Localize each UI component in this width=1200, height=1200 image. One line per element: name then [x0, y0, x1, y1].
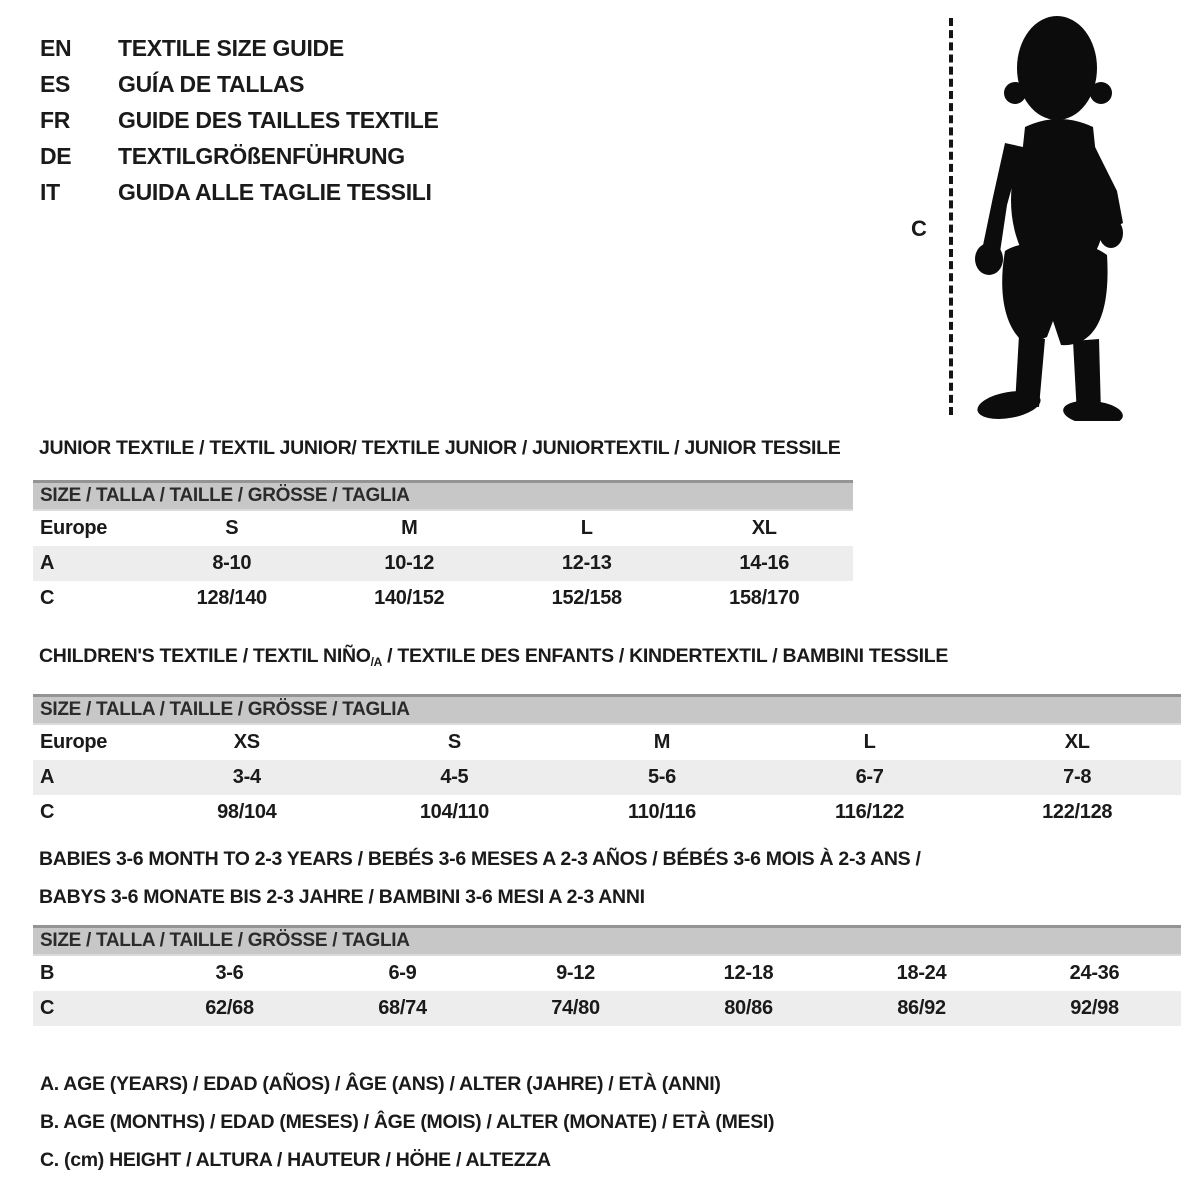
- size-cell: L: [580, 517, 593, 539]
- junior-size-header: SIZE / TALLA / TAILLE / GRÖSSE / TAGLIA: [33, 480, 853, 511]
- title-text: CHILDREN'S TEXTILE / TEXTIL NIÑO: [39, 645, 371, 667]
- row-label: Europe: [40, 731, 108, 753]
- title-subscript: /A: [370, 655, 383, 669]
- children-size-header: SIZE / TALLA / TAILLE / GRÖSSE / TAGLIA: [33, 694, 1181, 725]
- height-measure-figure: [903, 10, 1163, 424]
- row-label: A: [40, 766, 55, 788]
- children-section-title: [39, 644, 1181, 674]
- language-title: GUIDE DES TAILLES TEXTILE: [118, 107, 439, 133]
- size-cell: M: [653, 731, 671, 753]
- age-cell: 3-4: [232, 766, 261, 788]
- height-cell: 116/122: [835, 801, 905, 823]
- babies-textile-section: [33, 840, 1181, 1026]
- table-row-age-months: [33, 956, 1181, 991]
- junior-textile-section: [33, 436, 853, 616]
- size-cell: XL: [1064, 731, 1090, 753]
- age-cell: 14-16: [739, 552, 790, 574]
- size-cell: L: [863, 731, 876, 753]
- height-cell: 158/170: [729, 587, 800, 609]
- language-header: [40, 30, 439, 210]
- language-code: EN: [40, 35, 72, 61]
- row-label: C: [40, 587, 55, 609]
- language-row-en: [40, 30, 439, 66]
- row-label: B: [40, 962, 55, 984]
- height-cell: 122/128: [1042, 801, 1113, 823]
- language-title: TEXTILE SIZE GUIDE: [118, 35, 344, 61]
- size-cell: M: [401, 517, 418, 539]
- age-cell: 24-36: [1069, 962, 1120, 984]
- age-cell: 12-13: [561, 552, 612, 574]
- age-cell: 7-8: [1063, 766, 1092, 788]
- row-label: C: [40, 801, 55, 823]
- height-cell: 140/152: [374, 587, 445, 609]
- table-row-height: [33, 991, 1181, 1026]
- height-cell: 110/116: [627, 801, 696, 823]
- legend: [40, 1065, 774, 1179]
- age-cell: 6-9: [388, 962, 417, 984]
- language-row-it: [40, 174, 439, 210]
- table-row-europe: [33, 725, 1181, 760]
- language-title: GUIDA ALLE TAGLIE TESSILI: [118, 179, 432, 205]
- children-textile-section: [33, 644, 1181, 830]
- size-cell: S: [225, 517, 239, 539]
- size-cell: S: [447, 731, 461, 753]
- row-label: A: [40, 552, 55, 574]
- row-label: C: [40, 997, 55, 1019]
- language-code: DE: [40, 143, 72, 169]
- height-measure-label: C: [911, 216, 927, 241]
- age-cell: 18-24: [896, 962, 947, 984]
- height-dashed-line: [949, 18, 953, 415]
- height-cell: 68/74: [378, 997, 427, 1019]
- language-row-de: [40, 138, 439, 174]
- height-cell: 80/86: [724, 997, 773, 1019]
- legend-line-c: C. (cm) HEIGHT / ALTURA / HAUTEUR / HÖHE / ALTEZZA: [40, 1149, 551, 1171]
- row-label: Europe: [40, 517, 108, 539]
- table-row-age: [33, 546, 853, 581]
- age-cell: 4-5: [440, 766, 469, 788]
- legend-line-b: B. AGE (MONTHS) / EDAD (MESES) / ÂGE (MOIS) / ALTER (MONATE) / ETÀ (MESI): [40, 1111, 775, 1133]
- height-cell: 104/110: [419, 801, 489, 823]
- age-cell: 8-10: [212, 552, 252, 574]
- babies-size-header: SIZE / TALLA / TAILLE / GRÖSSE / TAGLIA: [33, 925, 1181, 956]
- age-cell: 10-12: [384, 552, 435, 574]
- table-row-height: [33, 795, 1181, 830]
- language-code: IT: [40, 179, 60, 205]
- age-cell: 9-12: [556, 962, 595, 984]
- age-cell: 5-6: [647, 766, 676, 788]
- title-text: / TEXTILE DES ENFANTS / KINDERTEXTIL / BAMBINI TESSILE: [382, 645, 949, 667]
- size-cell: XL: [751, 517, 777, 539]
- legend-line-a: A. AGE (YEARS) / EDAD (AÑOS) / ÂGE (ANS) / ALTER (JAHRE) / ETÀ (ANNI): [40, 1073, 721, 1095]
- toddler-silhouette-icon: [965, 15, 1143, 421]
- height-cell: 62/68: [205, 997, 254, 1019]
- height-cell: 74/80: [551, 997, 600, 1019]
- age-cell: 3-6: [215, 962, 244, 984]
- height-cell: 92/98: [1070, 997, 1119, 1019]
- height-cell: 98/104: [217, 801, 277, 823]
- language-row-fr: [40, 102, 439, 138]
- language-code: ES: [40, 71, 71, 97]
- table-row-europe: [33, 511, 853, 546]
- size-cell: XS: [233, 731, 260, 753]
- height-cell: 152/158: [551, 587, 622, 609]
- age-cell: 12-18: [723, 962, 774, 984]
- age-cell: 6-7: [855, 766, 884, 788]
- height-cell: 128/140: [196, 587, 267, 609]
- height-cell: 86/92: [897, 997, 946, 1019]
- babies-section-title-line1: BABIES 3-6 MONTH TO 2-3 YEARS / BEBÉS 3-6 MESES A 2-3 AÑOS / BÉBÉS 3-6 MOIS À 2-3 ANS /: [39, 848, 921, 870]
- language-title: TEXTILGRÖßENFÜHRUNG: [118, 143, 405, 169]
- table-row-height: [33, 581, 853, 616]
- language-code: FR: [40, 107, 71, 133]
- table-row-age: [33, 760, 1181, 795]
- babies-section-title-line2: BABYS 3-6 MONATE BIS 2-3 JAHRE / BAMBINI 3-6 MESI A 2-3 ANNI: [39, 886, 645, 908]
- language-row-es: [40, 66, 439, 102]
- language-title: GUÍA DE TALLAS: [118, 71, 305, 97]
- junior-section-title: JUNIOR TEXTILE / TEXTIL JUNIOR/ TEXTILE JUNIOR / JUNIORTEXTIL / JUNIOR TESSILE: [39, 437, 841, 459]
